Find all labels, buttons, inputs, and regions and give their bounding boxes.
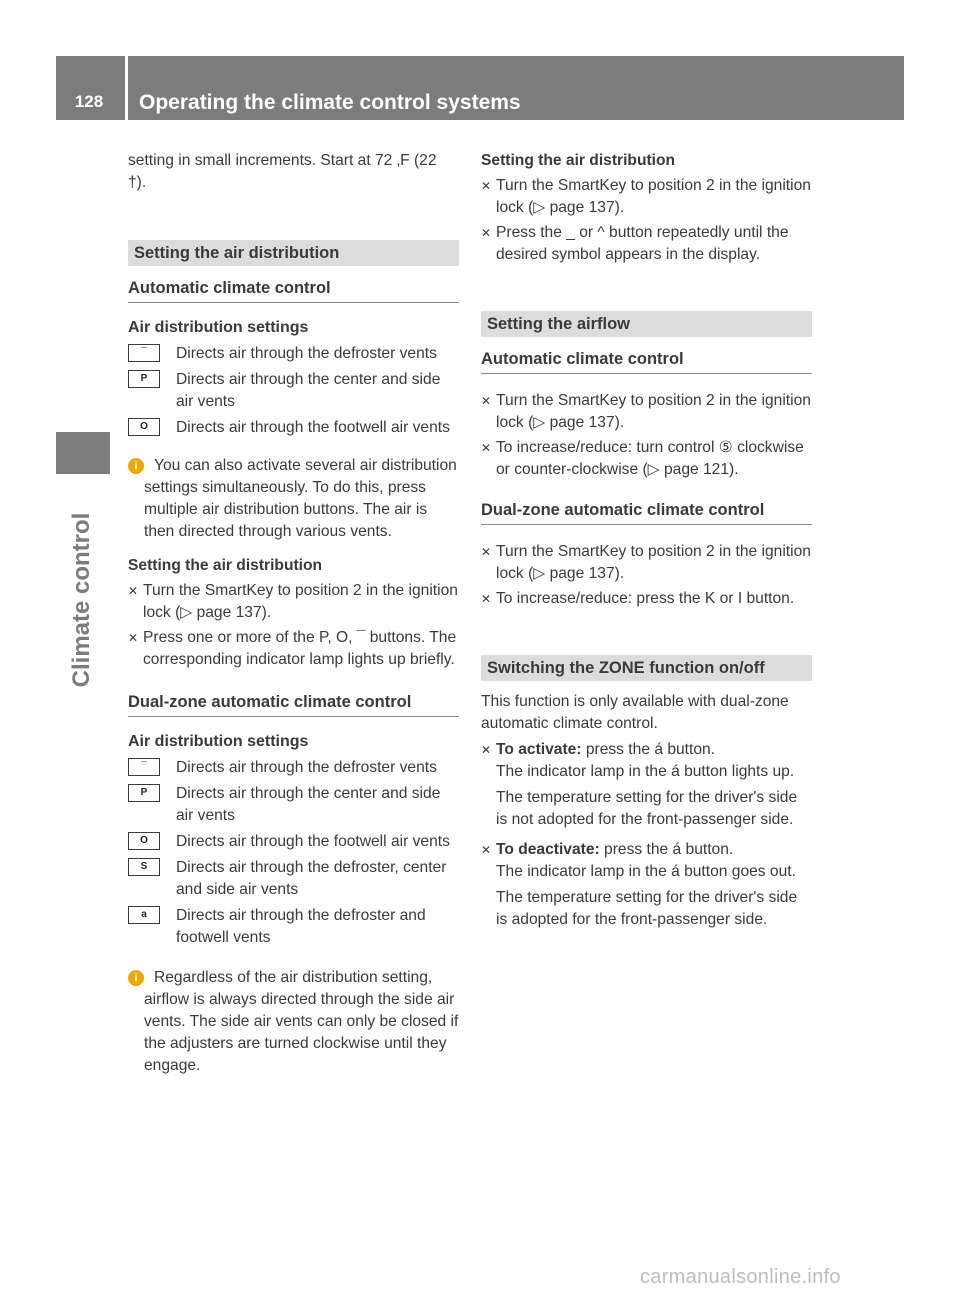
side-tab-label: Climate control [68,512,95,688]
side-tab-marker [56,432,110,474]
page-number: 128 [74,92,104,111]
step-item [481,390,812,434]
center-side-vents-icon: P [128,370,160,388]
step-item [481,588,812,610]
step-activate [481,739,812,831]
step-item [481,437,812,481]
info-text-1: You can also activate several air distribution settings simultaneously. To do this, press multiple air distribution buttons. The air is then directed through various vents. [144,457,457,540]
heading-dual-zone-right: Dual-zone automatic climate control [481,498,812,525]
page-title: Operating the climate control systems [139,91,521,114]
left-column [128,150,459,1077]
defroster-center-side-icon: S [128,858,160,876]
step-arrow-icon: ✕ [481,592,492,606]
info-note-2 [128,967,459,1077]
definition-text: Directs air through the footwell air vents [176,419,450,436]
footwell-icon: O [128,832,160,850]
defroster-icon: ¯ [128,344,160,362]
activate-result-2: The temperature setting for the driver's side is not adopted for the front-passenger side. [496,789,798,828]
section-bar-airflow: Setting the airflow [481,311,812,337]
right-steps-list-1 [481,175,812,266]
auto-defs-list [128,343,459,439]
step-text: Press the _ or ^ button repeatedly until the desired symbol appears in the display. [496,224,789,263]
definition-text: Directs air through the defroster vents [176,345,437,362]
heading-air-distribution-settings: Air distribution settings [128,319,309,336]
info-text-2: Regardless of the air distribution setting, airflow is always directed through the side air vents. The side air vents can only be closed if the adjusters are turned clockwise until they engage. [144,969,459,1074]
activate-result-1: The indicator lamp in the á button lights up. [496,763,795,780]
definition-row [128,783,459,827]
definition-text: Directs air through the center and side air vents [176,785,441,824]
intro-text: setting in small increments. Start at 72 ‚F (22 †). [128,152,437,191]
step-text: Turn the SmartKey to position 2 in the ignition lock (▷ page 137). [496,543,811,582]
heading-dual-zone: Dual-zone automatic climate control [128,690,459,717]
dual-defs-list [128,757,459,949]
step-text: Press one or more of the P, O, ¯ buttons. The corresponding indicator lamp lights up briefly. [143,629,457,668]
watermark: carmanualsonline.info [640,1266,841,1288]
step-item [481,222,812,266]
step-item [128,627,459,671]
heading-air-distribution-settings-2: Air distribution settings [128,733,309,750]
heading-setting-air-distribution: Setting the air distribution [128,557,323,574]
step-arrow-icon: ✕ [481,394,492,408]
step-arrow-icon: ✕ [481,179,492,193]
step-deactivate [481,839,812,931]
header-divider [125,56,128,120]
zone-intro: This function is only available with dual-zone automatic climate control. [481,693,789,732]
info-icon: i [128,970,144,986]
heading-setting-air-distribution-right: Setting the air distribution [481,152,676,169]
step-arrow-icon: ✕ [481,545,492,559]
right-steps-list-2 [481,390,812,481]
deactivate-lead: To deactivate: [496,841,600,858]
step-text: To increase/reduce: press the K or I button. [496,590,795,607]
definition-row [128,905,459,949]
definition-text: Directs air through the center and side air vents [176,371,441,410]
definition-text: Directs air through the defroster and footwell vents [176,907,426,946]
step-arrow-icon: ✕ [481,441,492,455]
definition-row [128,831,459,853]
step-text: Turn the SmartKey to position 2 in the ignition lock (▷ page 137). [496,392,811,431]
definition-row [128,417,459,439]
defroster-footwell-icon: a [128,906,160,924]
defroster-icon: ¯ [128,758,160,776]
step-arrow-icon: ✕ [128,631,139,645]
definition-row [128,343,459,365]
info-note-1 [128,455,459,543]
definition-text: Directs air through the defroster vents [176,759,437,776]
step-text: To increase/reduce: turn control ⑤ clockwise or counter-clockwise (▷ page 121). [496,439,804,478]
deactivate-line: press the á button. [604,841,734,858]
step-arrow-icon: ✕ [481,226,492,240]
step-text: Turn the SmartKey to position 2 in the ignition lock (▷ page 137). [496,177,811,216]
step-arrow-icon: ✕ [128,584,139,598]
definition-row [128,369,459,413]
step-item [128,580,459,624]
deactivate-result-1: The indicator lamp in the á button goes out. [496,863,796,880]
definition-row [128,757,459,779]
info-icon: i [128,458,144,474]
heading-automatic-climate-control-right: Automatic climate control [481,347,812,374]
deactivate-result-2: The temperature setting for the driver's side is adopted for the front-passenger side. [496,889,798,928]
activate-lead: To activate: [496,741,582,758]
step-text: Turn the SmartKey to position 2 in the ignition lock (▷ page 137). [143,582,458,621]
footwell-icon: O [128,418,160,436]
activate-line: press the á button. [585,741,716,758]
step-arrow-icon: ✕ [481,743,492,757]
right-column [481,150,812,931]
step-item [481,541,812,585]
step-item [481,175,812,219]
section-bar-zone: Switching the ZONE function on/off [481,655,812,681]
section-bar-air-distribution: Setting the air distribution [128,240,459,266]
left-steps-list [128,580,459,671]
step-arrow-icon: ✕ [481,843,492,857]
definition-text: Directs air through the footwell air vents [176,833,450,850]
right-steps-list-3 [481,541,812,610]
center-side-vents-icon: P [128,784,160,802]
heading-automatic-climate-control: Automatic climate control [128,276,459,303]
definition-text: Directs air through the defroster, center and side air vents [176,859,447,898]
definition-row [128,857,459,901]
